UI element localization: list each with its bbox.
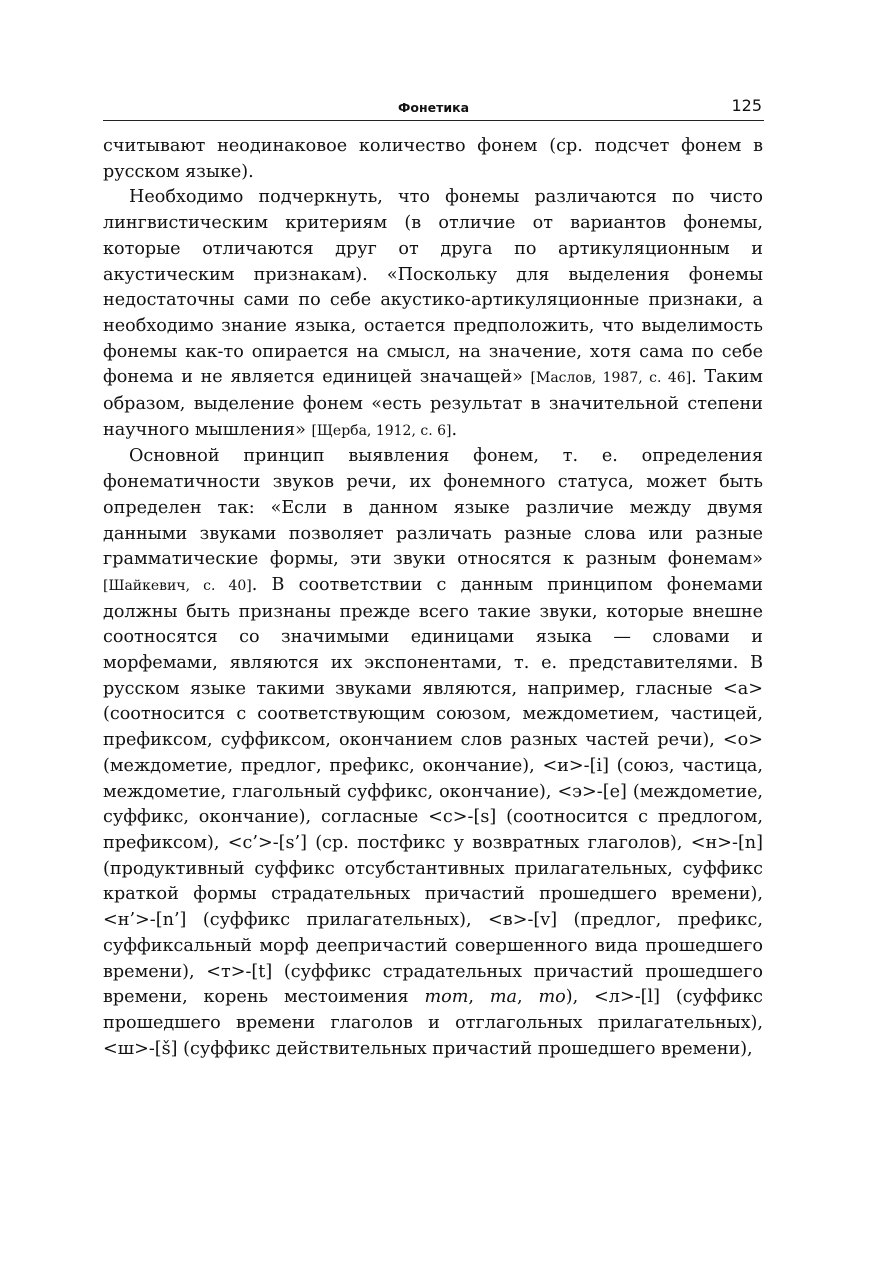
citation: [Щерба, 1912, с. 6] xyxy=(311,422,452,439)
italic-word: то xyxy=(538,987,566,1008)
text-run: . xyxy=(451,419,458,440)
body-text xyxy=(103,134,763,1062)
paragraph xyxy=(103,134,763,185)
page-number: 125 xyxy=(731,96,762,115)
section-title: Фонетика xyxy=(397,100,470,115)
running-head xyxy=(103,96,764,118)
italic-word: тот xyxy=(424,987,469,1008)
paragraph xyxy=(103,185,763,444)
citation: [Маслов, 1987, с. 46] xyxy=(530,370,692,387)
italic-word: та xyxy=(489,987,518,1008)
text-run: ), <л>-[l] (суффикс прошедшего времени глаголов и отглагольных прилагательных), <ш>-[š] (суффикс действительных причастий прошедшего времени), xyxy=(103,987,764,1059)
text-run: считывают неодинаковое количество фонем (ср. подсчет фонем в русском языке). xyxy=(103,136,763,182)
paragraph xyxy=(103,444,763,1062)
text-run: , xyxy=(468,987,490,1008)
text-run: , xyxy=(517,987,539,1008)
citation: [Шайкевич, с. 40] xyxy=(103,577,252,594)
header-rule xyxy=(103,120,764,121)
text-run: . В соответствии с данным принципом фонемами должны быть признаны прежде всего такие звуки, которые внешне соотносятся со значимыми единицами языка — словами и морфемами, являются их экспонентами, т. е. представителями. В русском языке такими звуками являются, например, гласные <а> (соотносится с соответствующим союзом, междометием, частицей, префиксом, суффиксом, окончанием слов разных частей речи), <о> (междометие, предлог, префикс, окончание), <и>-[i] (союз, частица, междометие, глагольный суффикс, окончание), <э>-[e] (междометие, суффикс, окончание), согласные <с>-[s] (соотносится с предлогом, префиксом), <с’>-[s’] (ср. постфикс у возвратных глаголов), <н>-[n] (продуктивный суффикс отсубстантивных прилагательных, суффикс краткой формы страдательных причастий прошедшего времени), <н’>-[n’] (суффикс прилагательных), <в>-[v] (предлог, префикс, суффиксальный морф деепричастий совершенного вида прошедшего времени), <т>-[t] (суффикс страдательных причастий прошедшего времени, корень местоимения xyxy=(103,574,763,1008)
text-run: Необходимо подчеркнуть, что фонемы различаются по чисто лингвистическим критериям (в отличие от вариантов фонемы, которые отличаются друг от друга по артикуляционным и акустическим признакам). «Поскольку для выделения фонемы недостаточны сами по себе акустико-артикуляционные признаки, а необходимо знание языка, остается предположить, что выделимость фонемы как-то опирается на смысл, на значение, хотя сама по себе фонема и не является единицей значащей» xyxy=(103,187,763,388)
text-run: . Таким образом, выделение фонем «есть результат в значительной степени научного мышления» xyxy=(103,367,763,440)
text-run: Основной принцип выявления фонем, т. е. определения фонематичности звуков речи, их фонемного статуса, может быть определен так: «Если в данном языке различие между двумя данными звуками позволяет различать разные слова или разные грамматические формы, эти звуки относятся к разным фонемам» xyxy=(103,446,763,570)
